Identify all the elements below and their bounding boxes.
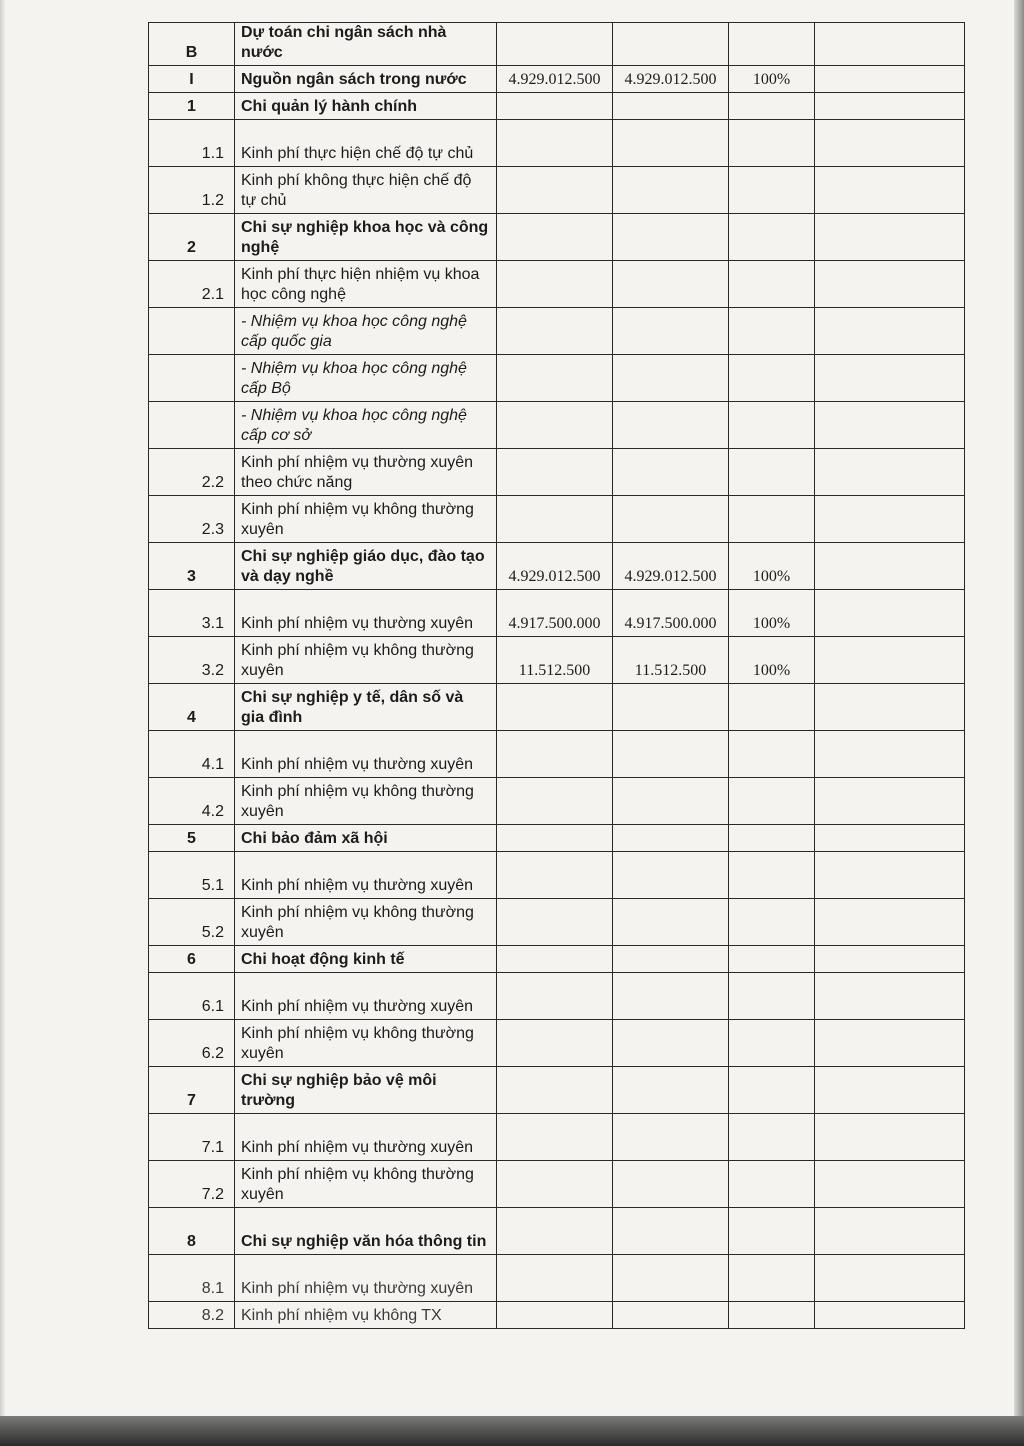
row-percent bbox=[729, 261, 815, 308]
row-name: Chi sự nghiệp giáo dục, đào tạo và dạy nghề bbox=[235, 543, 497, 590]
row-name: Kinh phí nhiệm vụ không thường xuyên bbox=[235, 899, 497, 946]
row-value-allocated bbox=[497, 167, 613, 214]
row-percent bbox=[729, 684, 815, 731]
row-value-executed bbox=[613, 120, 729, 167]
row-stt: 2 bbox=[149, 214, 235, 261]
row-percent: 100% bbox=[729, 637, 815, 684]
row-percent bbox=[729, 214, 815, 261]
row-percent bbox=[729, 973, 815, 1020]
row-stt bbox=[149, 402, 235, 449]
row-note bbox=[815, 402, 965, 449]
row-value-allocated: 11.512.500 bbox=[497, 637, 613, 684]
header-cell-note bbox=[815, 23, 965, 66]
row-percent bbox=[729, 355, 815, 402]
row-value-allocated bbox=[497, 1067, 613, 1114]
row-value-allocated bbox=[497, 214, 613, 261]
row-note bbox=[815, 852, 965, 899]
row-stt: 4.1 bbox=[149, 731, 235, 778]
row-value-executed bbox=[613, 1255, 729, 1302]
row-stt: 6.1 bbox=[149, 973, 235, 1020]
row-value-executed bbox=[613, 852, 729, 899]
row-value-executed: 4.929.012.500 bbox=[613, 66, 729, 93]
table-row bbox=[149, 355, 965, 402]
row-percent bbox=[729, 778, 815, 825]
row-value-executed bbox=[613, 1067, 729, 1114]
row-value-allocated bbox=[497, 1208, 613, 1255]
row-percent: 100% bbox=[729, 66, 815, 93]
row-value-executed bbox=[613, 308, 729, 355]
row-value-executed bbox=[613, 1208, 729, 1255]
row-percent bbox=[729, 308, 815, 355]
table-header-row bbox=[149, 23, 965, 66]
row-value-allocated bbox=[497, 731, 613, 778]
table-row bbox=[149, 308, 965, 355]
row-stt: 5.1 bbox=[149, 852, 235, 899]
table-row bbox=[149, 261, 965, 308]
row-stt: 3.1 bbox=[149, 590, 235, 637]
table-row bbox=[149, 1020, 965, 1067]
row-value-allocated: 4.917.500.000 bbox=[497, 590, 613, 637]
row-percent: 100% bbox=[729, 543, 815, 590]
row-name: Kinh phí nhiệm vụ không thường xuyên bbox=[235, 1020, 497, 1067]
row-name: Kinh phí thực hiện chế độ tự chủ bbox=[235, 120, 497, 167]
row-percent bbox=[729, 731, 815, 778]
table-row bbox=[149, 973, 965, 1020]
row-note bbox=[815, 590, 965, 637]
row-stt: 6 bbox=[149, 946, 235, 973]
row-value-executed bbox=[613, 496, 729, 543]
row-note bbox=[815, 1020, 965, 1067]
row-value-executed bbox=[613, 1302, 729, 1329]
scan-shadow-left bbox=[0, 0, 6, 1446]
row-stt: 8.1 bbox=[149, 1255, 235, 1302]
row-stt: 2.2 bbox=[149, 449, 235, 496]
row-value-allocated: 4.929.012.500 bbox=[497, 543, 613, 590]
row-name: Kinh phí nhiệm vụ thường xuyên bbox=[235, 973, 497, 1020]
row-note bbox=[815, 1208, 965, 1255]
table-row bbox=[149, 402, 965, 449]
row-value-executed: 11.512.500 bbox=[613, 637, 729, 684]
row-note bbox=[815, 731, 965, 778]
row-value-executed bbox=[613, 946, 729, 973]
row-value-executed bbox=[613, 778, 729, 825]
row-note bbox=[815, 167, 965, 214]
row-name: Kinh phí nhiệm vụ thường xuyên bbox=[235, 1255, 497, 1302]
row-name: Kinh phí nhiệm vụ không thường xuyên bbox=[235, 778, 497, 825]
table-row bbox=[149, 590, 965, 637]
row-stt: 3 bbox=[149, 543, 235, 590]
row-note bbox=[815, 1161, 965, 1208]
row-value-executed: 4.917.500.000 bbox=[613, 590, 729, 637]
row-name: Kinh phí nhiệm vụ thường xuyên bbox=[235, 1114, 497, 1161]
row-value-allocated bbox=[497, 946, 613, 973]
row-value-allocated: 4.929.012.500 bbox=[497, 66, 613, 93]
budget-table bbox=[148, 22, 965, 1329]
table-row bbox=[149, 167, 965, 214]
row-percent bbox=[729, 825, 815, 852]
row-value-executed bbox=[613, 684, 729, 731]
row-value-executed: 4.929.012.500 bbox=[613, 543, 729, 590]
row-name: Chi quản lý hành chính bbox=[235, 93, 497, 120]
row-name: - Nhiệm vụ khoa học công nghệ cấp Bộ bbox=[235, 355, 497, 402]
row-value-allocated bbox=[497, 778, 613, 825]
table-row bbox=[149, 120, 965, 167]
row-name: Chi sự nghiệp y tế, dân số và gia đình bbox=[235, 684, 497, 731]
header-cell-v2 bbox=[613, 23, 729, 66]
table-row bbox=[149, 543, 965, 590]
row-percent bbox=[729, 852, 815, 899]
row-value-allocated bbox=[497, 449, 613, 496]
row-stt: 1 bbox=[149, 93, 235, 120]
row-name: Kinh phí nhiệm vụ thường xuyên bbox=[235, 852, 497, 899]
row-name: Nguồn ngân sách trong nước bbox=[235, 66, 497, 93]
row-value-allocated bbox=[497, 355, 613, 402]
row-percent: 100% bbox=[729, 590, 815, 637]
row-note bbox=[815, 973, 965, 1020]
table-row bbox=[149, 93, 965, 120]
row-name: Kinh phí nhiệm vụ không TX bbox=[235, 1302, 497, 1329]
row-value-allocated bbox=[497, 973, 613, 1020]
row-value-executed bbox=[613, 1161, 729, 1208]
row-name: Chi hoạt động kinh tế bbox=[235, 946, 497, 973]
row-value-allocated bbox=[497, 1114, 613, 1161]
row-note bbox=[815, 543, 965, 590]
table-row bbox=[149, 214, 965, 261]
row-stt: 4.2 bbox=[149, 778, 235, 825]
row-name: Kinh phí nhiệm vụ thường xuyên theo chức năng bbox=[235, 449, 497, 496]
row-percent bbox=[729, 1161, 815, 1208]
row-note bbox=[815, 120, 965, 167]
table-row bbox=[149, 946, 965, 973]
row-name: Kinh phí nhiệm vụ không thường xuyên bbox=[235, 637, 497, 684]
row-note bbox=[815, 778, 965, 825]
row-percent bbox=[729, 899, 815, 946]
row-value-executed bbox=[613, 355, 729, 402]
row-value-executed bbox=[613, 449, 729, 496]
table-row bbox=[149, 899, 965, 946]
table-row bbox=[149, 449, 965, 496]
row-value-allocated bbox=[497, 852, 613, 899]
row-stt: 8 bbox=[149, 1208, 235, 1255]
row-percent bbox=[729, 120, 815, 167]
row-value-allocated bbox=[497, 825, 613, 852]
row-value-allocated bbox=[497, 1302, 613, 1329]
table-row bbox=[149, 66, 965, 93]
row-value-executed bbox=[613, 214, 729, 261]
row-stt: 5.2 bbox=[149, 899, 235, 946]
row-name: Kinh phí nhiệm vụ không thường xuyên bbox=[235, 1161, 497, 1208]
row-value-allocated bbox=[497, 402, 613, 449]
row-stt: 5 bbox=[149, 825, 235, 852]
row-value-allocated bbox=[497, 1255, 613, 1302]
row-stt: 8.2 bbox=[149, 1302, 235, 1329]
row-percent bbox=[729, 167, 815, 214]
row-percent bbox=[729, 1302, 815, 1329]
row-stt bbox=[149, 308, 235, 355]
row-name: Kinh phí nhiệm vụ thường xuyên bbox=[235, 731, 497, 778]
row-note bbox=[815, 1067, 965, 1114]
row-value-allocated bbox=[497, 93, 613, 120]
row-percent bbox=[729, 1208, 815, 1255]
row-percent bbox=[729, 496, 815, 543]
row-stt: I bbox=[149, 66, 235, 93]
header-stt: B bbox=[149, 23, 235, 66]
row-value-executed bbox=[613, 899, 729, 946]
row-percent bbox=[729, 1067, 815, 1114]
row-note bbox=[815, 1114, 965, 1161]
row-name: - Nhiệm vụ khoa học công nghệ cấp cơ sở bbox=[235, 402, 497, 449]
table-row bbox=[149, 1067, 965, 1114]
row-stt: 3.2 bbox=[149, 637, 235, 684]
row-stt: 1.2 bbox=[149, 167, 235, 214]
header-name: Dự toán chi ngân sách nhà nước bbox=[235, 23, 497, 66]
row-name: Kinh phí nhiệm vụ không thường xuyên bbox=[235, 496, 497, 543]
row-stt: 2.1 bbox=[149, 261, 235, 308]
row-stt: 4 bbox=[149, 684, 235, 731]
row-value-executed bbox=[613, 261, 729, 308]
row-note bbox=[815, 496, 965, 543]
table-row bbox=[149, 731, 965, 778]
scan-shadow-bottom bbox=[0, 1416, 1024, 1446]
row-note bbox=[815, 825, 965, 852]
row-percent bbox=[729, 1020, 815, 1067]
row-value-allocated bbox=[497, 496, 613, 543]
row-value-executed bbox=[613, 402, 729, 449]
row-value-executed bbox=[613, 93, 729, 120]
row-value-executed bbox=[613, 1020, 729, 1067]
row-note bbox=[815, 899, 965, 946]
row-name: Chi sự nghiệp khoa học và công nghệ bbox=[235, 214, 497, 261]
row-name: - Nhiệm vụ khoa học công nghệ cấp quốc gia bbox=[235, 308, 497, 355]
row-value-executed bbox=[613, 825, 729, 852]
row-name: Chi bảo đảm xã hội bbox=[235, 825, 497, 852]
row-note bbox=[815, 449, 965, 496]
table-row bbox=[149, 852, 965, 899]
scan-shadow-right bbox=[1014, 0, 1024, 1446]
row-percent bbox=[729, 1114, 815, 1161]
row-note bbox=[815, 637, 965, 684]
row-note bbox=[815, 308, 965, 355]
budget-table-body bbox=[149, 23, 965, 1329]
row-value-allocated bbox=[497, 308, 613, 355]
row-note bbox=[815, 1302, 965, 1329]
table-row bbox=[149, 637, 965, 684]
table-row bbox=[149, 496, 965, 543]
header-cell-pct bbox=[729, 23, 815, 66]
row-value-allocated bbox=[497, 899, 613, 946]
row-name: Kinh phí thực hiện nhiệm vụ khoa học công nghệ bbox=[235, 261, 497, 308]
table-row bbox=[149, 1255, 965, 1302]
row-percent bbox=[729, 93, 815, 120]
table-row bbox=[149, 1208, 965, 1255]
row-note bbox=[815, 261, 965, 308]
row-note bbox=[815, 684, 965, 731]
row-note bbox=[815, 1255, 965, 1302]
table-row bbox=[149, 1161, 965, 1208]
row-note bbox=[815, 93, 965, 120]
row-stt: 7.2 bbox=[149, 1161, 235, 1208]
table-row bbox=[149, 825, 965, 852]
row-name: Chi sự nghiệp văn hóa thông tin bbox=[235, 1208, 497, 1255]
row-stt bbox=[149, 355, 235, 402]
row-value-allocated bbox=[497, 261, 613, 308]
row-value-allocated bbox=[497, 684, 613, 731]
table-row bbox=[149, 1302, 965, 1329]
row-value-allocated bbox=[497, 1020, 613, 1067]
row-value-allocated bbox=[497, 1161, 613, 1208]
table-row bbox=[149, 684, 965, 731]
row-name: Kinh phí nhiệm vụ thường xuyên bbox=[235, 590, 497, 637]
row-value-executed bbox=[613, 973, 729, 1020]
row-name: Kinh phí không thực hiện chế độ tự chủ bbox=[235, 167, 497, 214]
row-note bbox=[815, 66, 965, 93]
row-percent bbox=[729, 946, 815, 973]
table-row bbox=[149, 1114, 965, 1161]
row-stt: 6.2 bbox=[149, 1020, 235, 1067]
row-percent bbox=[729, 449, 815, 496]
row-note bbox=[815, 946, 965, 973]
row-stt: 7.1 bbox=[149, 1114, 235, 1161]
row-value-executed bbox=[613, 167, 729, 214]
table-row bbox=[149, 778, 965, 825]
row-value-executed bbox=[613, 731, 729, 778]
row-stt: 2.3 bbox=[149, 496, 235, 543]
row-value-executed bbox=[613, 1114, 729, 1161]
row-note bbox=[815, 214, 965, 261]
row-value-allocated bbox=[497, 120, 613, 167]
row-name: Chi sự nghiệp bảo vệ môi trường bbox=[235, 1067, 497, 1114]
row-percent bbox=[729, 402, 815, 449]
row-stt: 1.1 bbox=[149, 120, 235, 167]
row-percent bbox=[729, 1255, 815, 1302]
row-stt: 7 bbox=[149, 1067, 235, 1114]
row-note bbox=[815, 355, 965, 402]
header-cell-v1 bbox=[497, 23, 613, 66]
